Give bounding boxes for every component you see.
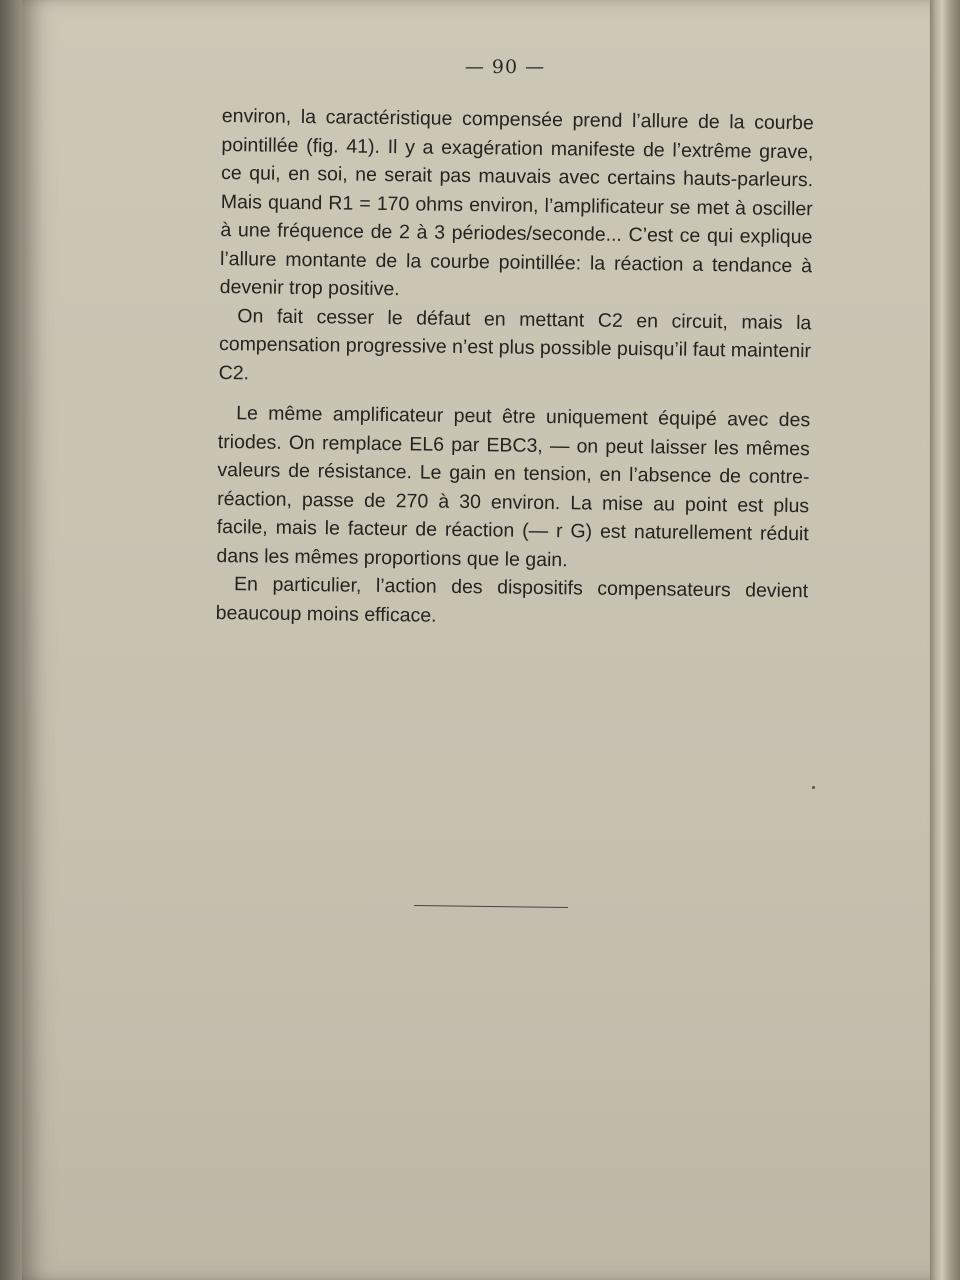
body-text xyxy=(216,102,814,634)
paper-speck xyxy=(812,786,815,789)
paragraph-4: En particulier, l’action des dispositifs compensateurs devient beaucoup moins efficace. xyxy=(215,573,809,627)
page-stack-edge xyxy=(930,0,960,1280)
paragraph-1: environ, la caractéristique compensée prend l’allure de la courbe pointillée (fig. 41). Il y a exagération manifeste de l’extrême grave, ce qui, en soi, ne serait pas mauvais avec certains hauts-parleurs. Mais quand R1 = 170 ohms environ, l’amplificateur se met à osciller à une fréquence de 2 à 3 périodes/seconde... C’est ce qui explique l’allure montante de la courbe pointillée: la réaction a tendance à devenir trop positive. xyxy=(219,104,814,301)
paragraph-3: Le même amplificateur peut être uniquement équipé avec des triodes. On remplace EL6 par EBC3, — on peut laisser les mêmes valeurs de résistance. Le gain en tension, en l’absence de contre-réaction, passe de 270 à 30 environ. La mise au point est plus facile, mais le facteur de réaction (— r G) est naturellement réduit dans les mêmes proportions que le gain. xyxy=(216,402,811,571)
paragraph-2: On fait cesser le défaut en mettant C2 en circuit, mais la compensation progressive n’est plus possible puisqu’il faut maintenir C2. xyxy=(218,304,812,384)
page-number: — 90 — xyxy=(464,56,546,78)
